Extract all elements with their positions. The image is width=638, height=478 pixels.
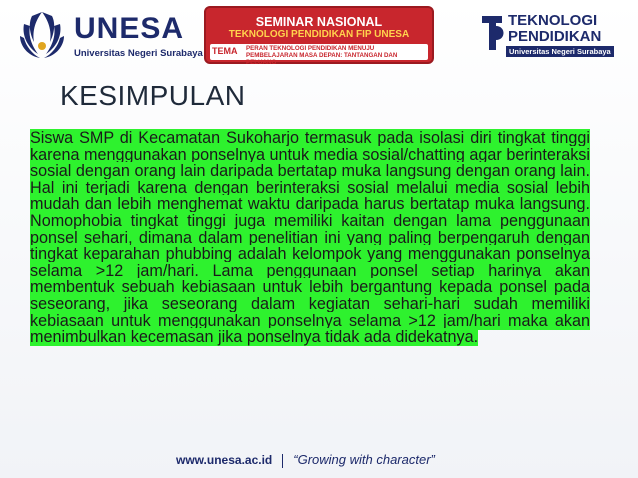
footer-content xyxy=(176,452,435,468)
slide-content xyxy=(30,130,590,346)
tp-line2: PENDIDIKAN xyxy=(508,28,602,45)
tp-subtitle: Universitas Negeri Surabaya xyxy=(506,46,614,57)
seminar-subtitle: TEKNOLOGI PENDIDIKAN FIP UNESA xyxy=(228,29,410,40)
tp-mark-icon xyxy=(480,14,506,54)
unesa-logo xyxy=(18,8,208,64)
footer-divider xyxy=(282,454,283,468)
footer-tagline: “Growing with character” xyxy=(293,452,435,467)
unesa-subtitle: Universitas Negeri Surabaya xyxy=(74,48,203,59)
unesa-wordmark: UNESA xyxy=(74,12,185,45)
slide-footer xyxy=(0,446,638,478)
footer-url: www.unesa.ac.id xyxy=(176,453,273,467)
conclusion-paragraph xyxy=(30,130,590,346)
seminar-title: SEMINAR NASIONAL xyxy=(255,15,383,29)
highlighted-text: Siswa SMP di Kecamatan Sukoharjo termasuk pada isolasi diri tingkat tinggi karena menggunakan ponselnya untuk media sosial/chatting agar berinteraksi sosial dengan orang lain daripada bertatap muka langsung dengan orang lain. Hal ini terjadi karena dengan berinteraksi sosial melalui media sosial lebih mudah dan lebih menghemat waktu daripada harus bertatap muka langsung. Nomophobia tingkat tinggi juga memiliki kaitan dengan lama penggunaan ponsel sehari, dimana dalam penelitian ini yang paling berpengaruh dengan tingkat keparahan phubbing adalah kelompok yang menggunakan ponselnya selama >12 jam/hari. Lama penggunaan ponsel setiap harinya akan membentuk sebuah kebiasaan untuk lebih bergantung kepada ponsel pada seseorang, jika seseorang dalam kegiatan sehari-hari sudah memiliki kebiasaan untuk menggunakan ponselnya selama >12 jam/hari maka akan menimbulkan kecemasan jika ponselnya tidak ada didekatnya. xyxy=(30,129,590,347)
teknologi-pendidikan-logo xyxy=(480,12,630,62)
slide-title: KESIMPULAN xyxy=(60,80,246,111)
seminar-tema-label: TEMA xyxy=(212,46,238,56)
unesa-emblem-icon xyxy=(18,10,66,60)
seminar-theme-text: PERAN TEKNOLOGI PENDIDIKAN MENUJU PEMBELAJARAN MASA DEPAN: TANTANGAN DAN PELUANG xyxy=(246,45,398,66)
seminar-banner xyxy=(204,6,434,64)
slide-header xyxy=(0,0,638,72)
tp-line1: TEKNOLOGI xyxy=(508,12,598,29)
